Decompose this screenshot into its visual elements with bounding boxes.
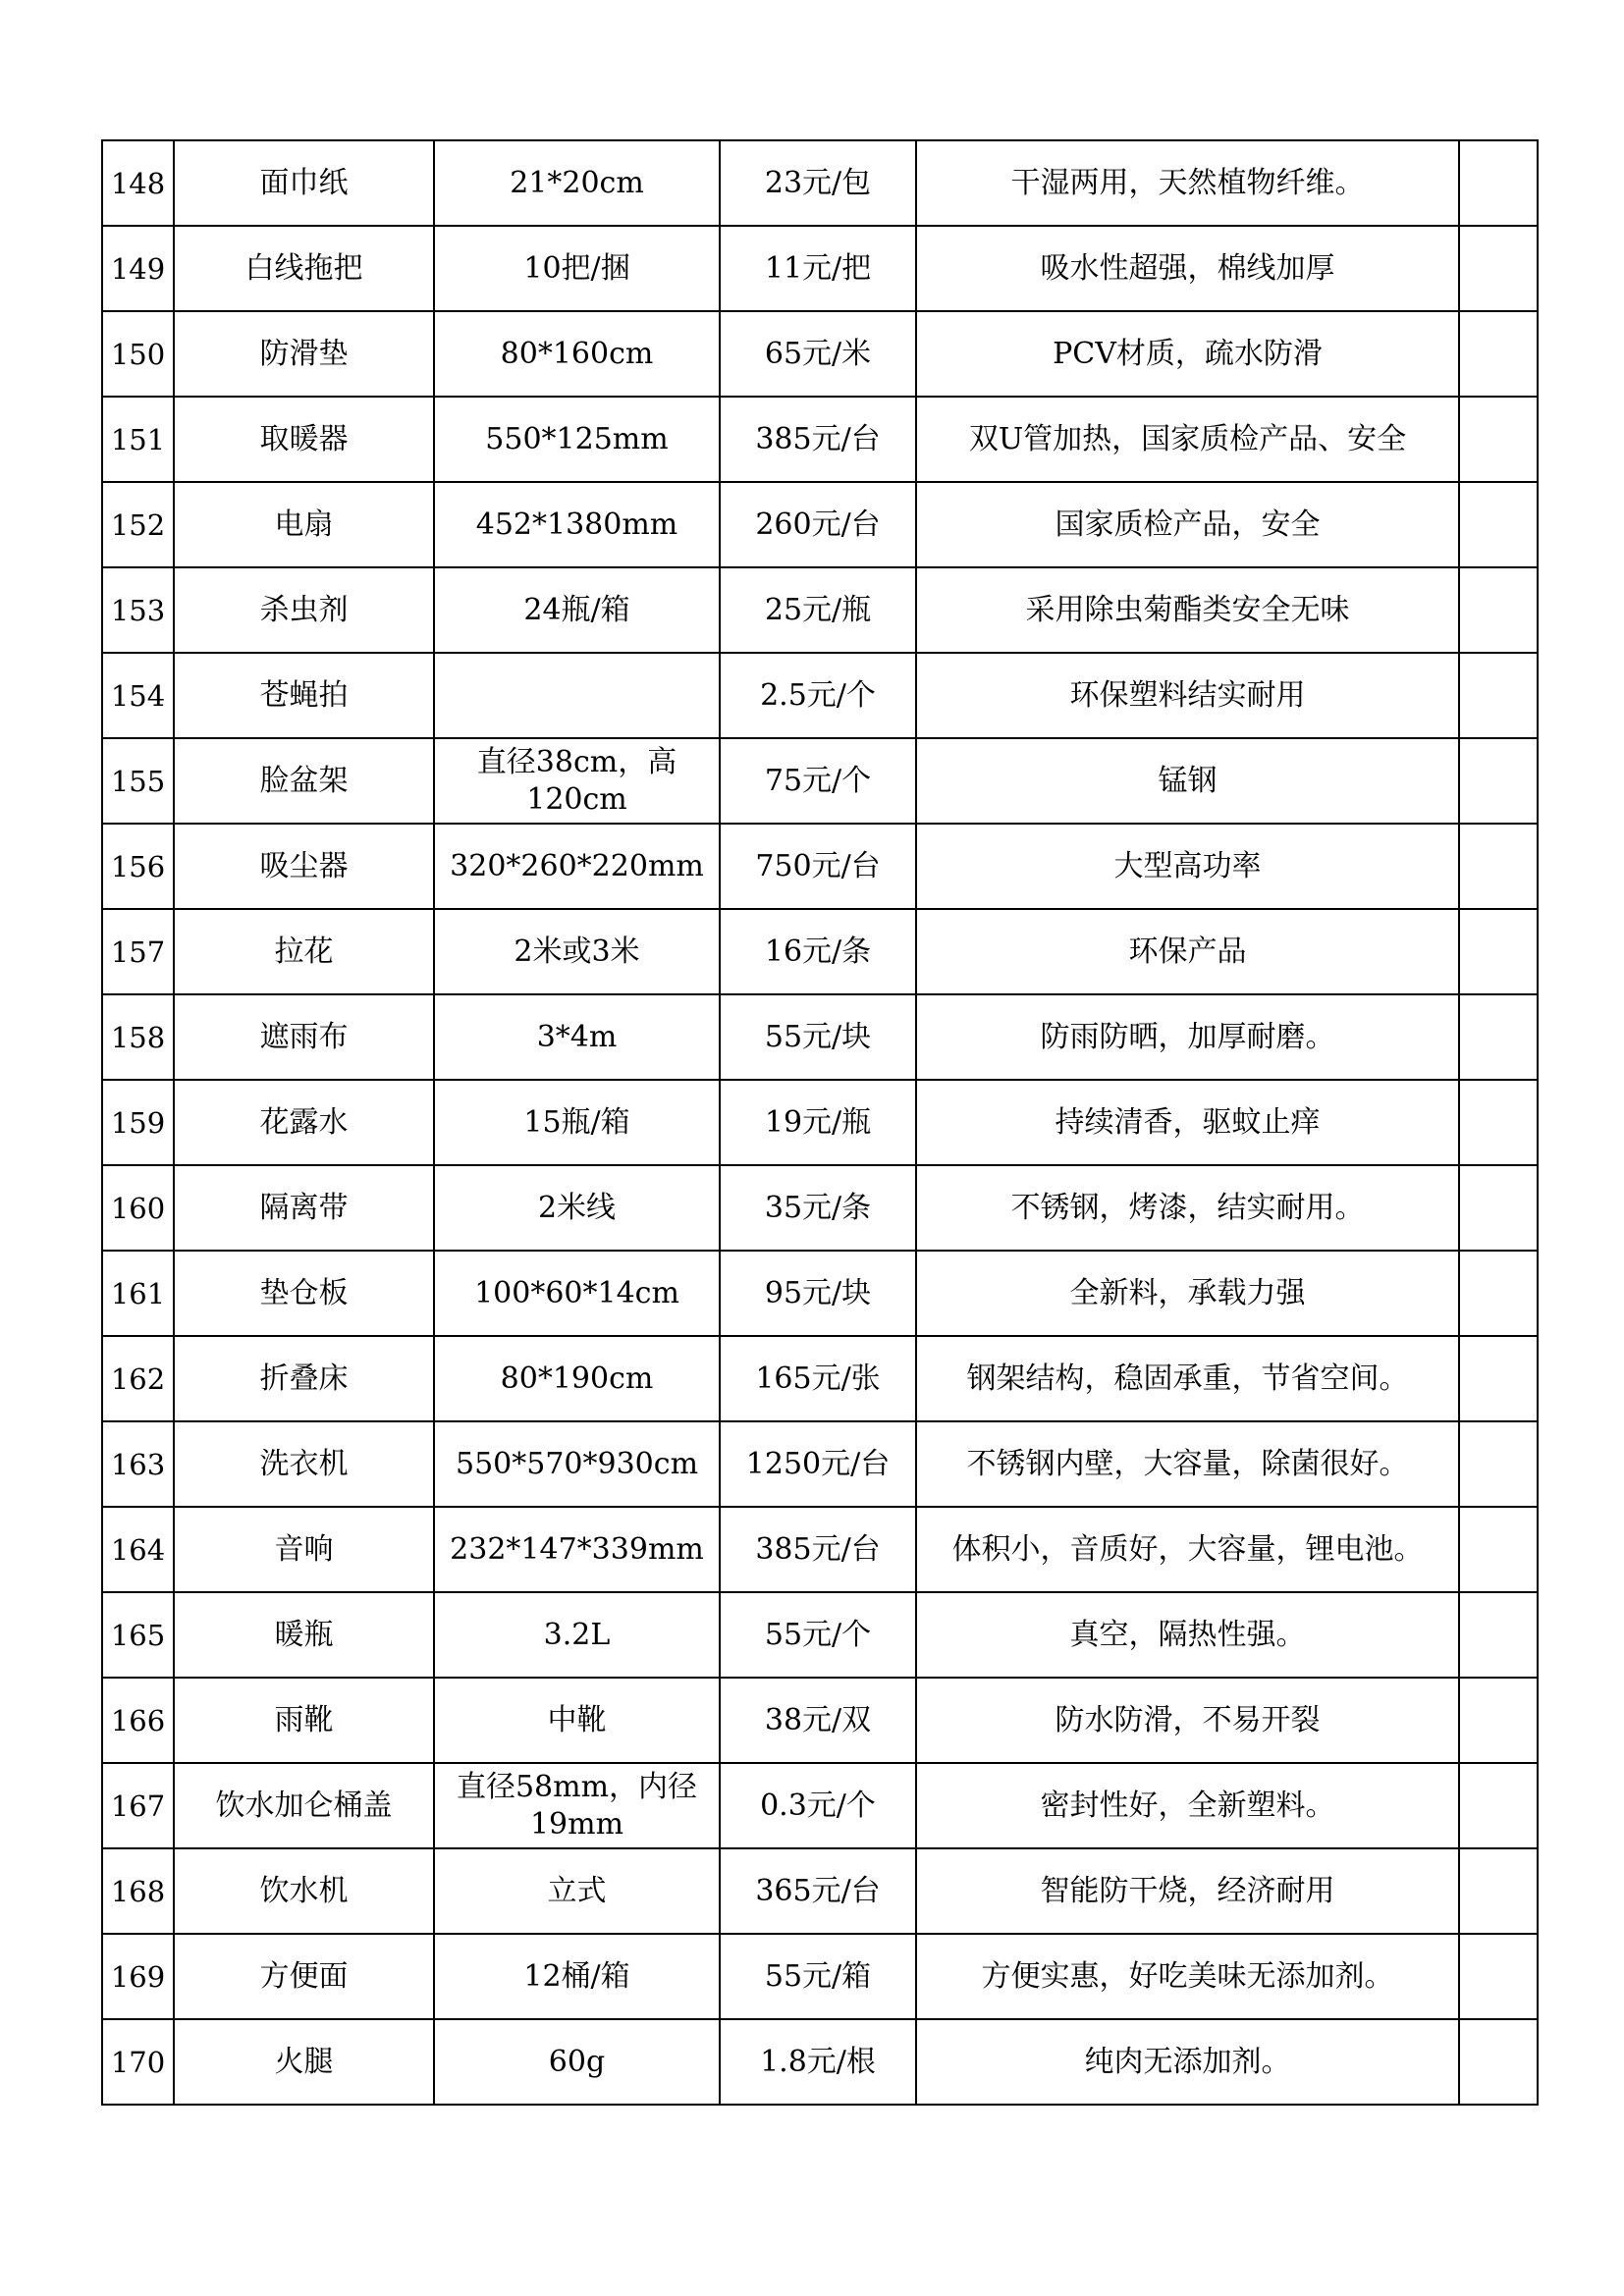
table-row [102,482,1538,567]
item-extra [1459,1251,1538,1336]
item-price: 19元/瓶 [720,1080,916,1165]
row-number: 162 [102,1336,174,1421]
row-number: 148 [102,140,174,226]
item-description: 真空，隔热性强。 [916,1592,1459,1678]
table-row [102,2019,1538,2105]
table-row [102,994,1538,1080]
item-price: 260元/台 [720,482,916,567]
item-extra [1459,140,1538,226]
product-table-body [102,140,1538,2105]
item-extra [1459,1507,1538,1592]
table-row [102,824,1538,909]
item-name: 面巾纸 [174,140,434,226]
item-name: 方便面 [174,1934,434,2019]
item-spec: 10把/捆 [434,226,720,311]
item-spec: 21*20cm [434,140,720,226]
item-extra [1459,1934,1538,2019]
item-name: 饮水机 [174,1848,434,1934]
item-spec: 452*1380mm [434,482,720,567]
table-row [102,1763,1538,1848]
item-name: 雨靴 [174,1678,434,1763]
item-price: 11元/把 [720,226,916,311]
item-description: 方便实惠，好吃美味无添加剂。 [916,1934,1459,2019]
row-number: 167 [102,1763,174,1848]
table-row [102,1507,1538,1592]
item-extra [1459,738,1538,824]
item-name: 隔离带 [174,1165,434,1251]
table-row [102,653,1538,738]
item-extra [1459,1421,1538,1507]
item-extra [1459,397,1538,482]
row-number: 158 [102,994,174,1080]
item-spec [434,653,720,738]
item-spec: 100*60*14cm [434,1251,720,1336]
item-name: 花露水 [174,1080,434,1165]
item-name: 饮水加仑桶盖 [174,1763,434,1848]
item-extra [1459,824,1538,909]
item-spec: 2米或3米 [434,909,720,994]
item-description: 环保塑料结实耐用 [916,653,1459,738]
item-spec: 直径58mm，内径19mm [434,1763,720,1848]
item-name: 苍蝇拍 [174,653,434,738]
item-price: 65元/米 [720,311,916,397]
item-extra [1459,909,1538,994]
item-spec: 立式 [434,1848,720,1934]
item-spec: 550*570*930cm [434,1421,720,1507]
item-extra [1459,1080,1538,1165]
item-price: 75元/个 [720,738,916,824]
item-spec: 2米线 [434,1165,720,1251]
item-description: 吸水性超强，棉线加厚 [916,226,1459,311]
item-description: 环保产品 [916,909,1459,994]
item-description: 双U管加热，国家质检产品、安全 [916,397,1459,482]
item-description: PCV材质，疏水防滑 [916,311,1459,397]
item-price: 55元/箱 [720,1934,916,2019]
row-number: 157 [102,909,174,994]
item-name: 电扇 [174,482,434,567]
row-number: 152 [102,482,174,567]
table-row [102,226,1538,311]
item-price: 35元/条 [720,1165,916,1251]
item-name: 杀虫剂 [174,567,434,653]
item-description: 持续清香，驱蚊止痒 [916,1080,1459,1165]
item-spec: 550*125mm [434,397,720,482]
item-price: 385元/台 [720,397,916,482]
item-price: 165元/张 [720,1336,916,1421]
item-description: 智能防干烧，经济耐用 [916,1848,1459,1934]
item-price: 55元/块 [720,994,916,1080]
item-extra [1459,311,1538,397]
item-name: 拉花 [174,909,434,994]
item-spec: 12桶/箱 [434,1934,720,2019]
item-extra [1459,1592,1538,1678]
item-extra [1459,1763,1538,1848]
item-spec: 80*190cm [434,1336,720,1421]
item-spec: 15瓶/箱 [434,1080,720,1165]
item-description: 防水防滑，不易开裂 [916,1678,1459,1763]
item-extra [1459,1336,1538,1421]
item-description: 国家质检产品，安全 [916,482,1459,567]
item-description: 干湿两用，天然植物纤维。 [916,140,1459,226]
item-spec: 24瓶/箱 [434,567,720,653]
row-number: 168 [102,1848,174,1934]
item-spec: 3.2L [434,1592,720,1678]
item-extra [1459,482,1538,567]
item-spec: 直径38cm，高120cm [434,738,720,824]
item-name: 防滑垫 [174,311,434,397]
item-price: 0.3元/个 [720,1763,916,1848]
item-price: 385元/台 [720,1507,916,1592]
row-number: 170 [102,2019,174,2105]
item-spec: 232*147*339mm [434,1507,720,1592]
table-row [102,1678,1538,1763]
table-row [102,1251,1538,1336]
table-row [102,311,1538,397]
item-spec: 中靴 [434,1678,720,1763]
item-extra [1459,653,1538,738]
row-number: 156 [102,824,174,909]
item-name: 遮雨布 [174,994,434,1080]
item-name: 暖瓶 [174,1592,434,1678]
row-number: 151 [102,397,174,482]
table-row [102,1421,1538,1507]
item-name: 洗衣机 [174,1421,434,1507]
table-row [102,909,1538,994]
item-spec: 60g [434,2019,720,2105]
item-price: 95元/块 [720,1251,916,1336]
item-description: 不锈钢内壁，大容量，除菌很好。 [916,1421,1459,1507]
row-number: 161 [102,1251,174,1336]
item-price: 23元/包 [720,140,916,226]
item-name: 音响 [174,1507,434,1592]
item-description: 钢架结构，稳固承重，节省空间。 [916,1336,1459,1421]
table-row [102,397,1538,482]
item-extra [1459,226,1538,311]
item-extra [1459,2019,1538,2105]
row-number: 163 [102,1421,174,1507]
item-name: 吸尘器 [174,824,434,909]
item-description: 锰钢 [916,738,1459,824]
item-name: 白线拖把 [174,226,434,311]
table-row [102,1080,1538,1165]
table-row [102,1592,1538,1678]
item-extra [1459,994,1538,1080]
item-price: 25元/瓶 [720,567,916,653]
row-number: 166 [102,1678,174,1763]
table-row [102,738,1538,824]
item-description: 不锈钢，烤漆，结实耐用。 [916,1165,1459,1251]
row-number: 169 [102,1934,174,2019]
item-description: 全新料，承载力强 [916,1251,1459,1336]
row-number: 160 [102,1165,174,1251]
item-description: 体积小，音质好，大容量，锂电池。 [916,1507,1459,1592]
item-description: 纯肉无添加剂。 [916,2019,1459,2105]
table-row [102,1165,1538,1251]
table-row [102,140,1538,226]
item-extra [1459,567,1538,653]
item-price: 1.8元/根 [720,2019,916,2105]
item-description: 防雨防晒，加厚耐磨。 [916,994,1459,1080]
row-number: 153 [102,567,174,653]
item-name: 折叠床 [174,1336,434,1421]
table-row [102,1336,1538,1421]
item-price: 750元/台 [720,824,916,909]
row-number: 155 [102,738,174,824]
row-number: 164 [102,1507,174,1592]
item-name: 脸盆架 [174,738,434,824]
table-row [102,1848,1538,1934]
item-spec: 3*4m [434,994,720,1080]
item-price: 38元/双 [720,1678,916,1763]
item-extra [1459,1678,1538,1763]
item-name: 火腿 [174,2019,434,2105]
item-extra [1459,1165,1538,1251]
item-spec: 320*260*220mm [434,824,720,909]
item-extra [1459,1848,1538,1934]
item-price: 365元/台 [720,1848,916,1934]
row-number: 149 [102,226,174,311]
row-number: 154 [102,653,174,738]
table-row [102,1934,1538,2019]
item-price: 55元/个 [720,1592,916,1678]
row-number: 159 [102,1080,174,1165]
item-name: 垫仓板 [174,1251,434,1336]
item-price: 2.5元/个 [720,653,916,738]
item-price: 16元/条 [720,909,916,994]
item-description: 采用除虫菊酯类安全无味 [916,567,1459,653]
item-description: 大型高功率 [916,824,1459,909]
item-name: 取暖器 [174,397,434,482]
item-price: 1250元/台 [720,1421,916,1507]
item-spec: 80*160cm [434,311,720,397]
product-table [101,139,1539,2106]
table-row [102,567,1538,653]
row-number: 165 [102,1592,174,1678]
row-number: 150 [102,311,174,397]
item-description: 密封性好，全新塑料。 [916,1763,1459,1848]
